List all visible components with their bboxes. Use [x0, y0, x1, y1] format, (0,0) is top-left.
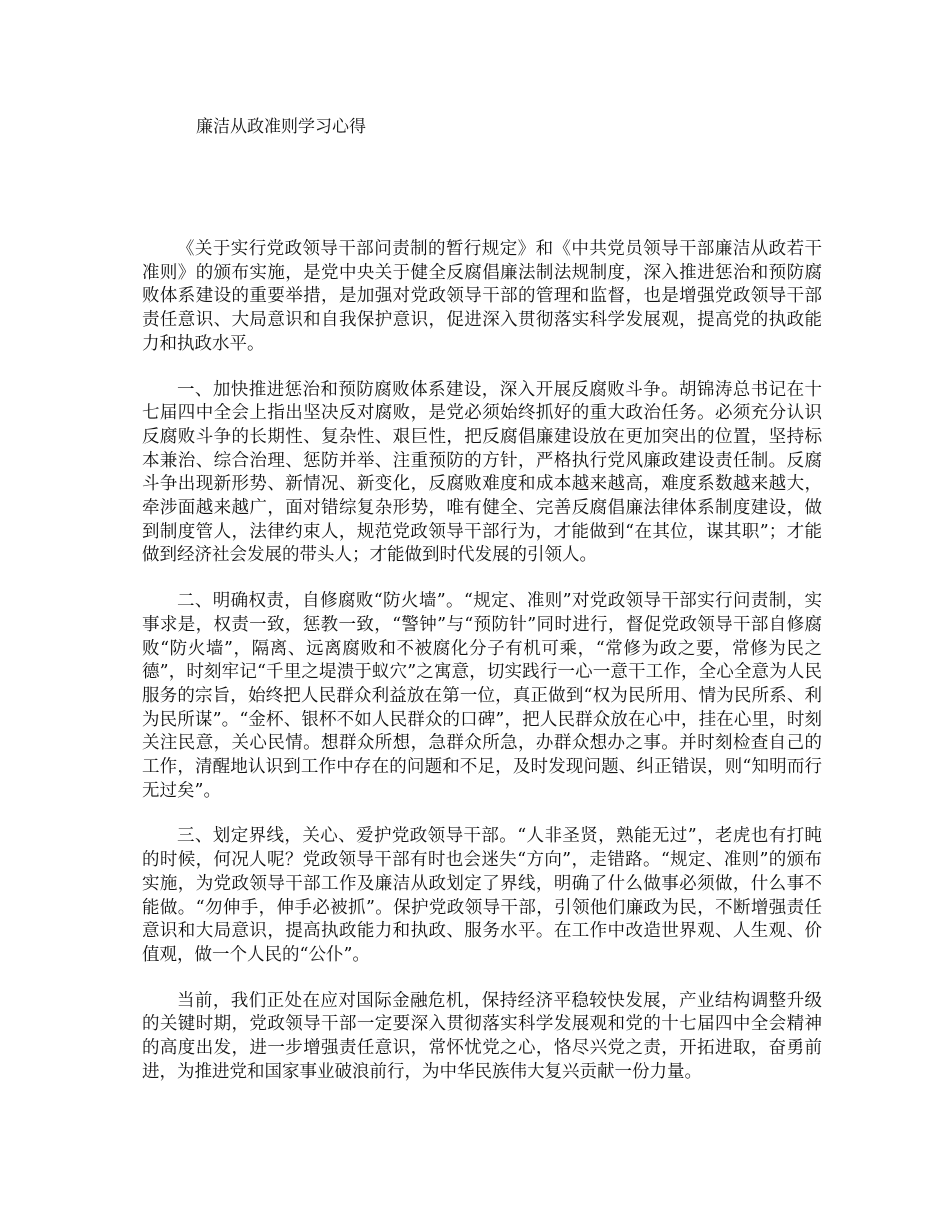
paragraph-section-one: 一、加快推进惩治和预防腐败体系建设，深入开展反腐败斗争。胡锦涛总书记在十七届四中全会上指出坚决反对腐败，是党必须始终抓好的重大政治任务。必须充分认识反腐败斗争的长期性、复杂性、艰巨性，把反腐倡廉建设放在更加突出的位置，坚持标本兼治、综合治理、惩防并举、注重预防的方针，严格执行党风廉政建设责任制。反腐斗争出现新形势、新情况、新变化，反腐败难度和成本越来越高，难度系数越来越大，牵涉面越来越广，面对错综复杂形势，唯有健全、完善反腐倡廉法律体系制度建设，做到制度管人，法律约束人，规范党政领导干部行为，才能做到“在其位，谋其职”；才能做到经济社会发展的带头人；才能做到时代发展的引领人。	[142, 379, 822, 566]
paragraph-section-three: 三、划定界线，关心、爱护党政领导干部。“人非圣贤，熟能无过”，老虎也有打盹的时候，何况人呢？党政领导干部有时也会迷失“方向”，走错路。“规定、准则”的颁布实施，为党政领导干部工作及廉洁从政划定了界线，明确了什么做事必须做，什么事不能做。“勿伸手，伸手必被抓”。保护党政领导干部，引领他们廉政为民，不断增强责任意识和大局意识，提高执政能力和执政、服务水平。在工作中改造世界观、人生观、价值观，做一个人民的“公仆”。	[142, 826, 822, 965]
paragraph-intro: 《关于实行党政领导干部问责制的暂行规定》和《中共党员领导干部廉洁从政若干准则》的颁布实施，是党中央关于健全反腐倡廉法制法规制度，深入推进惩治和预防腐败体系建设的重要举措，是加强对党政领导干部的管理和监督，也是增强党政领导干部责任意识、大局意识和自我保护意识，促进深入贯彻落实科学发展观，提高党的执政能力和执政水平。	[142, 239, 822, 354]
document-title: 廉洁从政准则学习心得	[196, 117, 366, 137]
paragraph-section-two: 二、明确权责，自修腐败“防火墙”。“规定、准则”对党政领导干部实行问责制，实事求是，权责一致，惩教一致，“警钟”与“预防针”同时进行，督促党政领导干部自修腐败“防火墙”，隔离、远离腐败和不被腐化分子有机可乘，“常修为政之要，常修为民之德”，时刻牢记“千里之堤溃于蚁穴”之寓意，切实践行一心一意干工作，全心全意为人民服务的宗旨，始终把人民群众利益放在第一位，真正做到“权为民所用、情为民所系、利为民所谋”。“金杯、银杯不如人民群众的口碑”，把人民群众放在心中，挂在心里，时刻关注民意，关心民情。想群众所想，急群众所急，办群众想办之事。并时刻检查自己的工作，清醒地认识到工作中存在的问题和不足，及时发现问题、纠正错误，则“知明而行无过矣”。	[142, 591, 822, 801]
document-body	[142, 238, 822, 1107]
paragraph-conclusion: 当前，我们正处在应对国际金融危机，保持经济平稳较快发展，产业结构调整升级的关键时期，党政领导干部一定要深入贯彻落实科学发展观和党的十七届四中全会精神的高度出发，进一步增强责任意识，常怀忧党之心，恪尽兴党之责，开拓进取，奋勇前进，为推进党和国家事业破浪前行，为中华民族伟大复兴贡献一份力量。	[142, 990, 822, 1082]
